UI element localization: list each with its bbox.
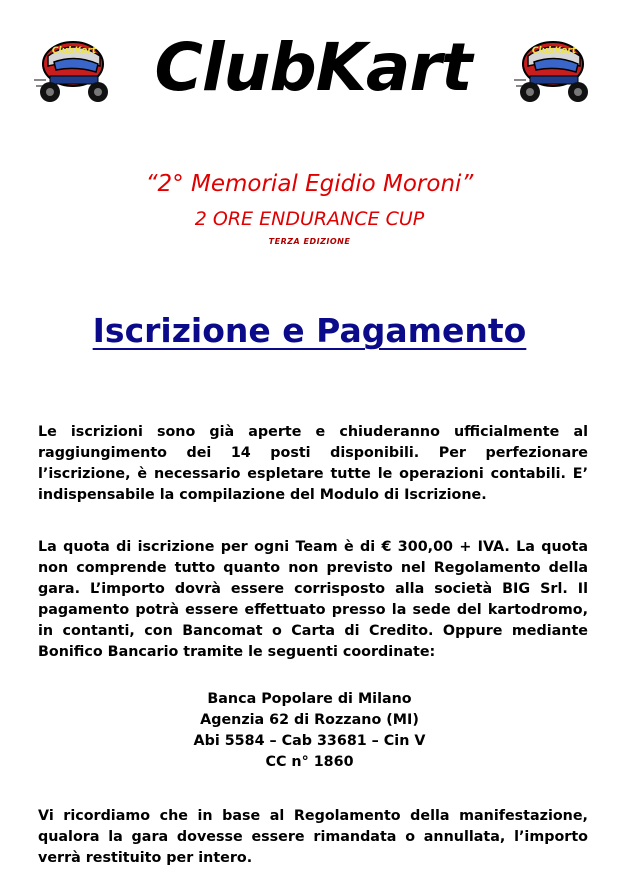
svg-text:ClubKart: ClubKart (51, 46, 97, 56)
paragraph-fee: La quota di iscrizione per ogni Team è di € 300,00 + IVA. La quota non comprende tutto quanto non previsto nel Regolamento della gara. L’importo dovrà essere corrisposto alla società BIG Srl. Il pagamento potrà essere effettuato presso la sede del kartodromo, in contanti, con Bancomat o Carta di Credito. Oppure mediante Bonifico Bancario tramite le seguenti coordinate: (38, 539, 588, 660)
bank-details (0, 689, 619, 773)
kart-helmet-logo-icon (30, 34, 116, 104)
event-title: “2° Memorial Egidio Moroni” (145, 171, 474, 197)
section-title (0, 308, 619, 354)
section-title-text: Iscrizione e Pagamento (92, 311, 527, 350)
paragraph-registration: Le iscrizioni sono già aperte e chiuderanno ufficialmente al raggiungimento dei 14 posti disponibili. Per perfezionare l’iscrizione, è necessario espletare tutte le operazioni contabili. E’ indispensabile la compilazione del Modulo di Iscrizione. (38, 424, 588, 503)
event-edition: TERZA EDIZIONE (268, 237, 351, 246)
bank-line: Agenzia 62 di Rozzano (MI) (200, 712, 419, 728)
logo-title: ClubKart (154, 29, 472, 106)
page-header (0, 28, 619, 108)
event-subtitle: 2 ORE ENDURANCE CUP (194, 208, 425, 230)
paragraph-refund: Vi ricordiamo che in base al Regolamento della manifestazione, qualora la gara dovesse essere rimandata o annullata, l’importo verrà restituito per intero. (38, 808, 588, 866)
kart-helmet-logo-icon (510, 34, 596, 104)
bank-line: CC n° 1860 (265, 754, 354, 770)
bank-line: Abi 5584 – Cab 33681 – Cin V (193, 733, 426, 749)
svg-text:ClubKart: ClubKart (531, 46, 577, 56)
bank-line: Banca Popolare di Milano (207, 691, 412, 707)
